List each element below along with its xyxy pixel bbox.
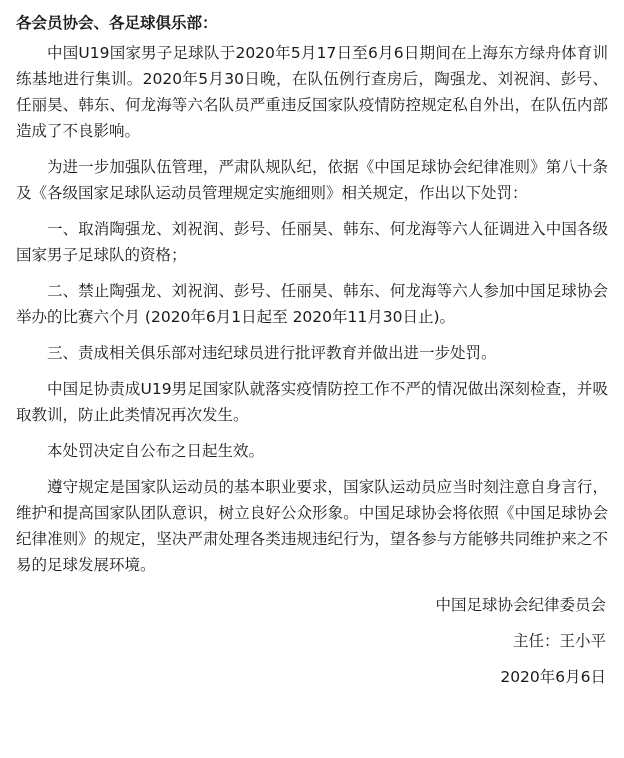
paragraph-penalty-3: 三、责成相关俱乐部对违纪球员进行批评教育并做出进一步处罚。 bbox=[47, 344, 497, 362]
paragraph-penalty-1: 一、取消陶强龙、刘祝润、彭号、任丽昊、韩东、何龙海等六人征调进入中国各级国家男子足球队的资格； bbox=[16, 220, 608, 264]
paragraph-penalty-2: 二、禁止陶强龙、刘祝润、彭号、任丽昊、韩东、何龙海等六人参加中国足球协会举办的比赛六个月 (2020年6月1日起至 2020年11月30日止)。 bbox=[16, 282, 608, 326]
paragraph-team-review: 中国足协责成U19男足国家队就落实疫情防控工作不严的情况做出深刻检查，并吸取教训，防止此类情况再次发生。 bbox=[16, 380, 608, 424]
paragraph-basis: 为进一步加强队伍管理，严肃队规队纪，依据《中国足球协会纪律准则》第八十条及《各级国家足球队运动员管理规定实施细则》相关规定，作出以下处罚： bbox=[16, 158, 608, 202]
signature-organization: 中国足球协会纪律委员会 bbox=[435, 596, 606, 614]
signature-chair: 主任：王小平 bbox=[512, 632, 606, 650]
paragraph-effective: 本处罚决定自公布之日起生效。 bbox=[47, 442, 265, 460]
paragraph-background: 中国U19国家男子足球队于2020年5月17日至6月6日期间在上海东方绿舟体育训练基地进行集训。2020年5月30日晚，在队伍例行查房后，陶强龙、刘祝润、彭号、任丽昊、韩东、何龙海等六名队员严重违反国家队疫情防控规定私自外出，在队伍内部造成了不良影响。 bbox=[16, 44, 608, 140]
paragraph-conclusion: 遵守规定是国家队运动员的基本职业要求，国家队运动员应当时刻注意自身言行，维护和提高国家队团队意识，树立良好公众形象。中国足球协会将依照《中国足球协会纪律准则》的规定，坚决严肃处理各类违规违纪行为，望各参与方能够共同维护来之不易的足球发展环境。 bbox=[16, 478, 608, 574]
signature-date: 2020年6月6日 bbox=[500, 668, 606, 686]
salutation: 各会员协会、各足球俱乐部： bbox=[16, 14, 218, 32]
